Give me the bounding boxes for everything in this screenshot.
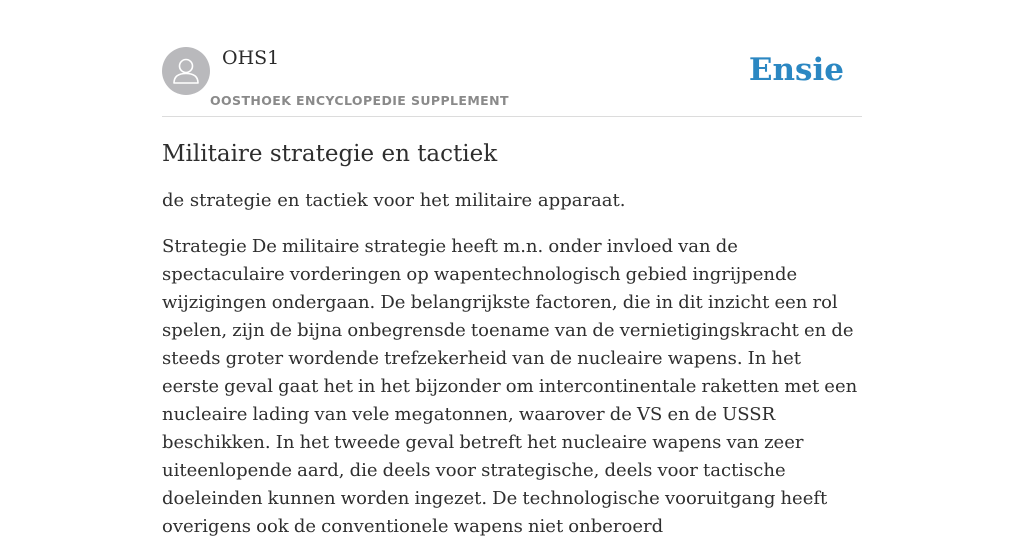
user-icon	[162, 47, 210, 95]
author-name[interactable]: OHS1	[222, 47, 280, 69]
source-label[interactable]: OOSTHOEK ENCYCLOPEDIE SUPPLEMENT	[210, 93, 509, 108]
ensie-logo[interactable]: Ensie	[748, 52, 844, 88]
article	[162, 138, 862, 541]
article-summary: de strategie en tactiek voor het militaire apparaat.	[162, 190, 626, 211]
article-body: Strategie De militaire strategie heeft m.n. onder invloed van de spectaculaire vorderingen op wapentechnologisch gebied ingrijpende wijzigingen ondergaan. De belangrijkste factoren, die in dit inzicht een rol spelen, zijn de bijna onbegrensde toename van de vernietigingskracht en de steeds groter wordende trefzekerheid van de nucleaire wapens. In het eerste geval gaat het in het bijzonder om intercontinentale raketten met een nucleaire lading van vele megatonnen, waarover de VS en de USSR beschikken. In het tweede geval betreft het nucleaire wapens van zeer uiteenlopende aard, die deels voor strategische, deels voor tactische doeleinden kunnen worden ingezet. De technologische vooruitgang heeft overigens ook de conventionele wapens niet onberoerd	[162, 236, 858, 537]
avatar[interactable]	[162, 47, 210, 95]
article-title: Militaire strategie en tactiek	[162, 141, 498, 167]
header	[162, 44, 862, 117]
